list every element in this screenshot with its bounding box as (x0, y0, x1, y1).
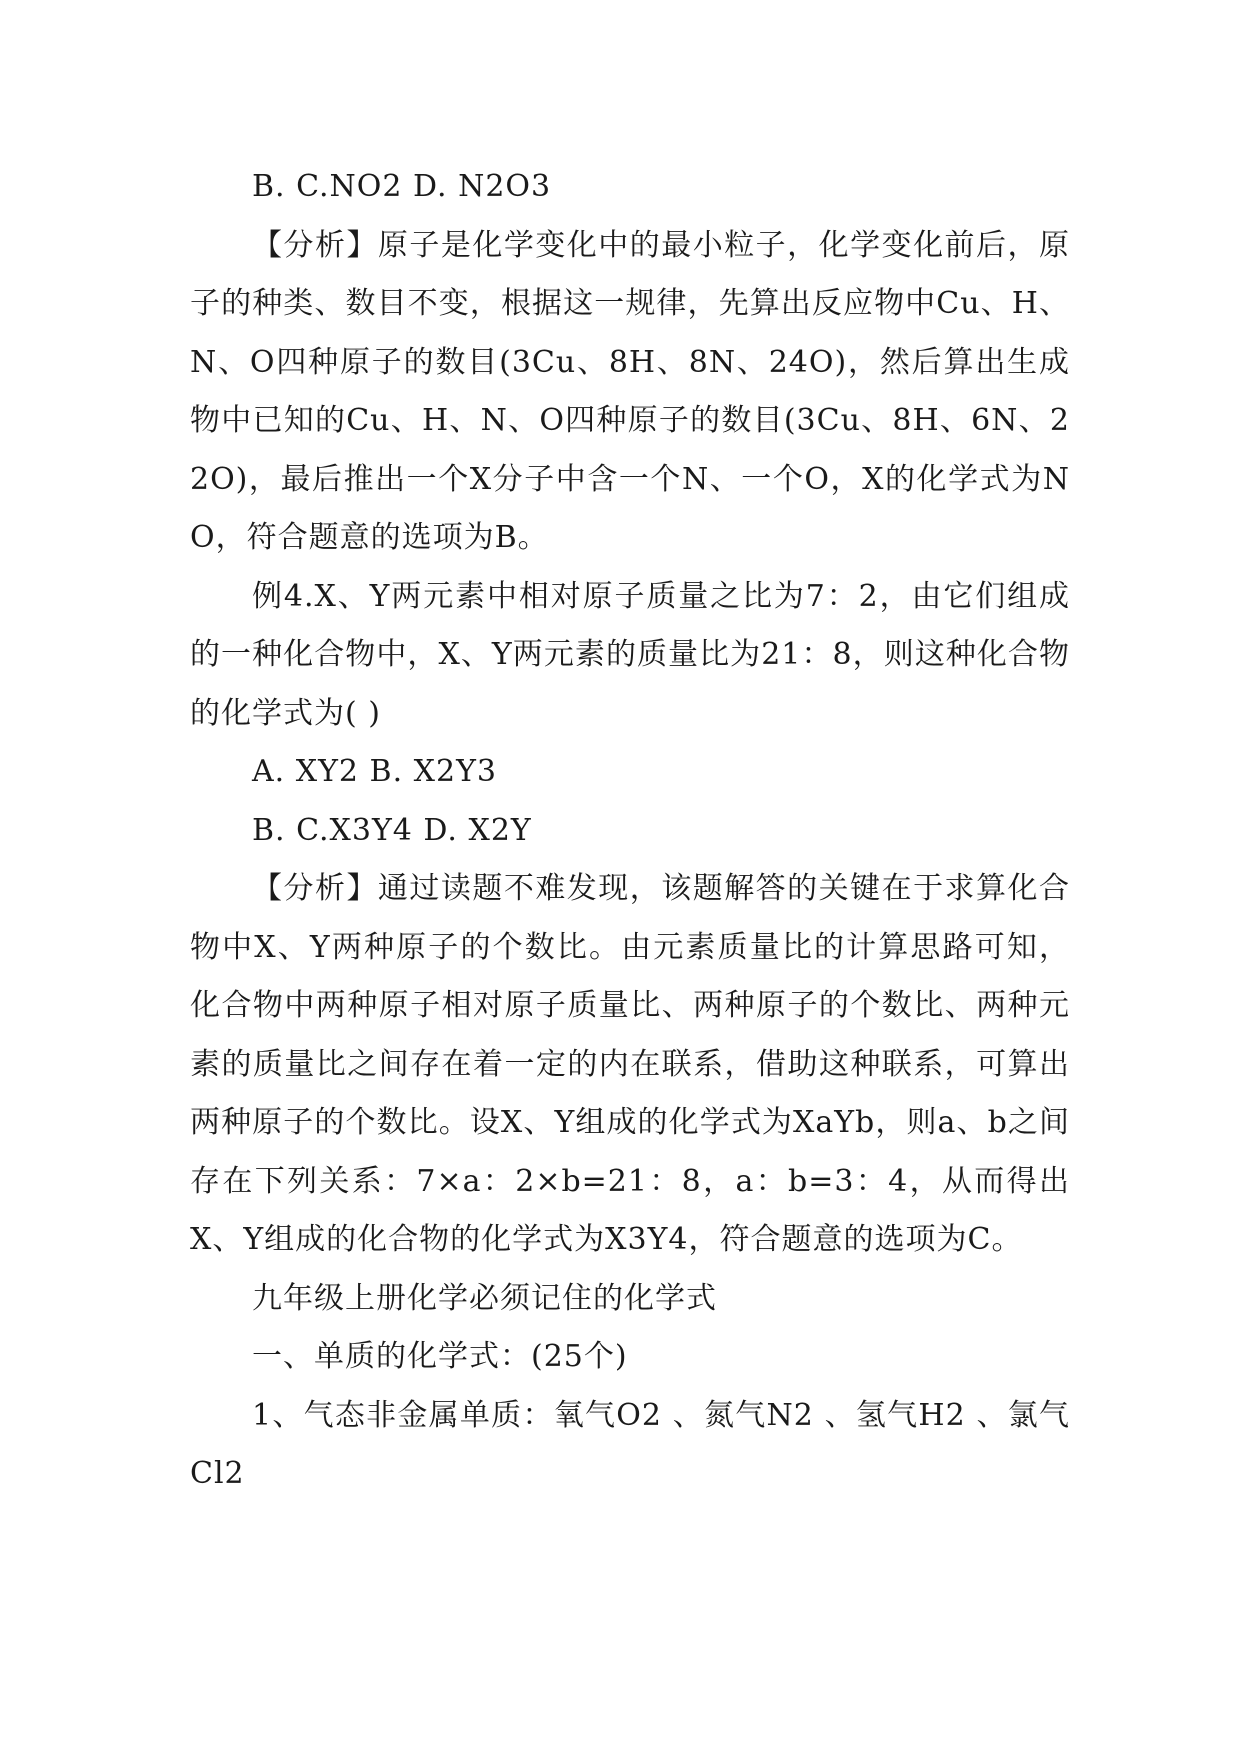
analysis-paragraph-example-3: 【分析】原子是化学变化中的最小粒子，化学变化前后，原子的种类、数目不变，根据这一规律，先算出反应物中Cu、H、N、O四种原子的数目(3Cu、8H、8N、24O)，然后算出生成物中已知的Cu、H、N、O四种原子的数目(3Cu、8H、6N、22O)，最后推出一个X分子中含一个N、一个O，X的化学式为NO，符合题意的选项为B。 (190, 227, 1070, 555)
section-title: 九年级上册化学必须记住的化学式 (252, 1280, 717, 1316)
options-line-a-b: A. XY2 B. X2Y3 (252, 754, 497, 789)
gaseous-nonmetal-list: 1、气态非金属单质：氧气O2 、氮气N2 、氢气H2 、氯气Cl2 (190, 1397, 1070, 1491)
subsection-heading-elements: 一、单质的化学式：(25个) (252, 1339, 628, 1374)
document-page (190, 158, 1070, 1504)
analysis-paragraph-example-4: 【分析】通过读题不难发现，该题解答的关键在于求算化合物中X、Y两种原子的个数比。由元素质量比的计算思路可知，化合物中两种原子相对原子质量比、两种原子的个数比、两种元素的质量比之间存在着一定的内在联系，借助这种联系，可算出两种原子的个数比。设X、Y组成的化学式为XaYb，则a、b之间存在下列关系：7×a：2×b=21：8，a：b=3：4，从而得出X、Y组成的化合物的化学式为X3Y4，符合题意的选项为C。 (190, 871, 1070, 1257)
options-line-c-d: B. C.X3Y4 D. X2Y (252, 812, 532, 848)
options-line-b-c-d: B. C.NO2 D. N2O3 (252, 169, 552, 204)
example-4-question: 例4.X、Y两元素中相对原子质量之比为7：2，由它们组成的一种化合物中，X、Y两元素的质量比为21：8，则这种化合物的化学式为( ) (190, 578, 1070, 731)
